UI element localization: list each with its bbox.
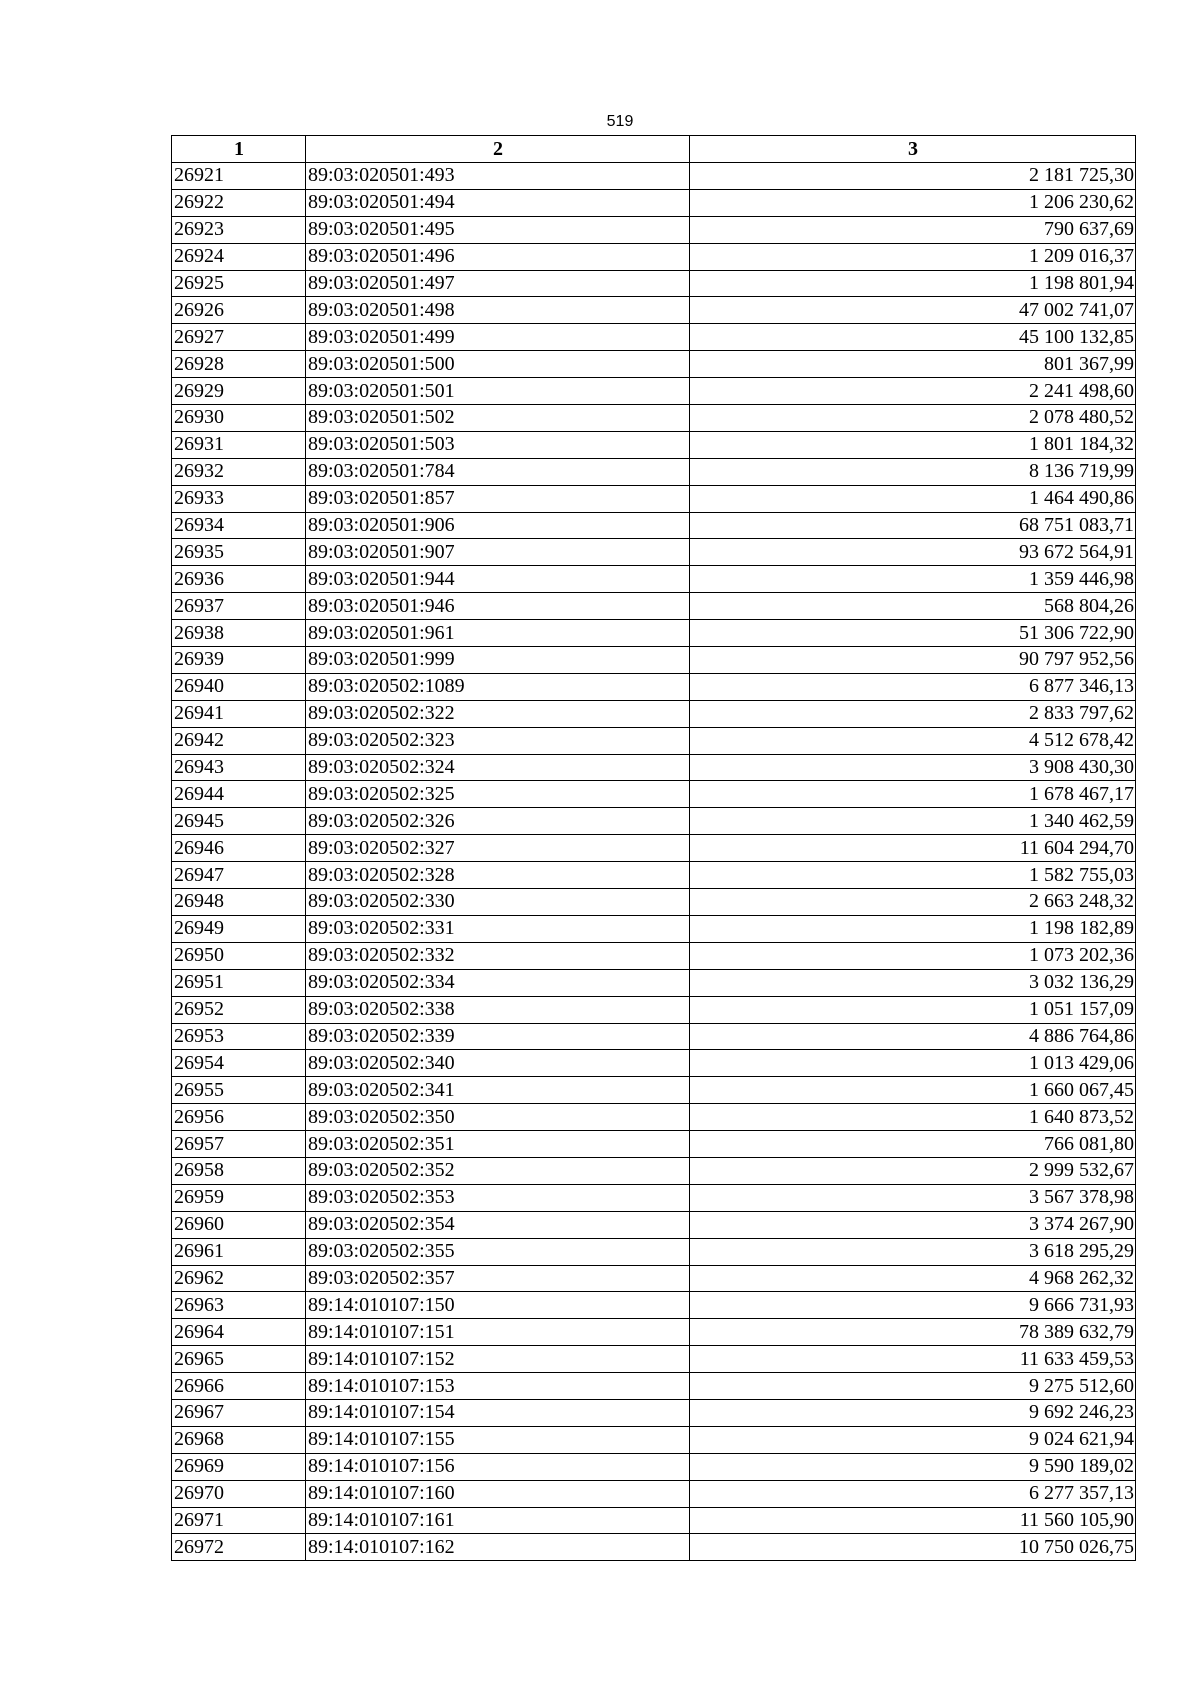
cadastral-value-cell: 1 013 429,06 [690,1050,1136,1077]
cadastral-value-cell: 3 032 136,29 [690,969,1136,996]
cadastral-number-cell: 89:14:010107:160 [306,1480,690,1507]
cadastral-value-cell: 78 389 632,79 [690,1319,1136,1346]
row-number-cell: 26924 [172,243,306,270]
cadastral-number-cell: 89:14:010107:154 [306,1399,690,1426]
row-number-cell: 26958 [172,1157,306,1184]
cadastral-number-cell: 89:14:010107:156 [306,1453,690,1480]
row-number-cell: 26969 [172,1453,306,1480]
cadastral-value-cell: 1 640 873,52 [690,1104,1136,1131]
cadastral-number-cell: 89:03:020502:332 [306,942,690,969]
row-number-cell: 26927 [172,324,306,351]
table-row [172,512,1136,539]
table-row [172,1346,1136,1373]
row-number-cell: 26925 [172,270,306,297]
column-header-2: 2 [306,136,690,163]
row-number-cell: 26932 [172,458,306,485]
row-number-cell: 26938 [172,620,306,647]
cadastral-number-cell: 89:14:010107:150 [306,1292,690,1319]
row-number-cell: 26946 [172,835,306,862]
cadastral-value-cell: 1 206 230,62 [690,189,1136,216]
cadastral-value-cell: 1 464 490,86 [690,485,1136,512]
row-number-cell: 26921 [172,163,306,190]
table-row [172,700,1136,727]
cadastral-value-cell: 9 666 731,93 [690,1292,1136,1319]
row-number-cell: 26947 [172,862,306,889]
table-row [172,1023,1136,1050]
table-row [172,1507,1136,1534]
cadastral-value-cell: 9 692 246,23 [690,1399,1136,1426]
cadastral-number-cell: 89:03:020501:503 [306,431,690,458]
cadastral-number-cell: 89:03:020501:501 [306,378,690,405]
table-row [172,1077,1136,1104]
row-number-cell: 26959 [172,1184,306,1211]
table-row [172,351,1136,378]
cadastral-value-cell: 766 081,80 [690,1131,1136,1158]
row-number-cell: 26955 [172,1077,306,1104]
row-number-cell: 26948 [172,889,306,916]
cadastral-value-cell: 3 908 430,30 [690,754,1136,781]
table-row [172,808,1136,835]
row-number-cell: 26967 [172,1399,306,1426]
row-number-cell: 26942 [172,727,306,754]
cadastral-value-cell: 3 567 378,98 [690,1184,1136,1211]
cadastral-value-cell: 1 359 446,98 [690,566,1136,593]
row-number-cell: 26945 [172,808,306,835]
table-row [172,781,1136,808]
cadastral-value-cell: 3 374 267,90 [690,1211,1136,1238]
table-row [172,485,1136,512]
cadastral-value-cell: 51 306 722,90 [690,620,1136,647]
row-number-cell: 26963 [172,1292,306,1319]
cadastral-value-cell: 1 340 462,59 [690,808,1136,835]
row-number-cell: 26930 [172,405,306,432]
cadastral-value-cell: 1 678 467,17 [690,781,1136,808]
cadastral-value-cell: 2 078 480,52 [690,405,1136,432]
row-number-cell: 26935 [172,539,306,566]
cadastral-number-cell: 89:03:020502:326 [306,808,690,835]
cadastral-number-cell: 89:14:010107:153 [306,1373,690,1400]
cadastral-number-cell: 89:03:020502:338 [306,996,690,1023]
cadastral-number-cell: 89:03:020502:330 [306,889,690,916]
cadastral-value-cell: 790 637,69 [690,216,1136,243]
cadastral-value-cell: 2 663 248,32 [690,889,1136,916]
cadastral-number-cell: 89:03:020501:498 [306,297,690,324]
cadastral-number-cell: 89:03:020502:322 [306,700,690,727]
row-number-cell: 26923 [172,216,306,243]
table-row [172,673,1136,700]
cadastral-value-cell: 3 618 295,29 [690,1238,1136,1265]
table-row [172,1238,1136,1265]
cadastral-number-cell: 89:03:020501:946 [306,593,690,620]
row-number-cell: 26952 [172,996,306,1023]
row-number-cell: 26937 [172,593,306,620]
cadastral-number-cell: 89:14:010107:155 [306,1426,690,1453]
cadastral-number-cell: 89:03:020501:999 [306,647,690,674]
cadastral-number-cell: 89:03:020502:324 [306,754,690,781]
cadastral-value-cell: 4 886 764,86 [690,1023,1136,1050]
table-row [172,862,1136,889]
cadastral-number-cell: 89:03:020502:340 [306,1050,690,1077]
cadastral-value-cell: 9 024 621,94 [690,1426,1136,1453]
cadastral-number-cell: 89:14:010107:152 [306,1346,690,1373]
table-row [172,1184,1136,1211]
cadastral-value-cell: 1 660 067,45 [690,1077,1136,1104]
row-number-cell: 26966 [172,1373,306,1400]
row-number-cell: 26964 [172,1319,306,1346]
cadastral-number-cell: 89:03:020501:495 [306,216,690,243]
row-number-cell: 26953 [172,1023,306,1050]
cadastral-value-cell: 47 002 741,07 [690,297,1136,324]
table-row [172,647,1136,674]
row-number-cell: 26922 [172,189,306,216]
table-row [172,189,1136,216]
row-number-cell: 26929 [172,378,306,405]
table-row [172,1480,1136,1507]
table-row [172,1104,1136,1131]
cadastral-number-cell: 89:03:020502:331 [306,915,690,942]
table-body [172,163,1136,1561]
row-number-cell: 26936 [172,566,306,593]
cadastral-number-cell: 89:03:020502:353 [306,1184,690,1211]
column-header-3: 3 [690,136,1136,163]
table-row [172,620,1136,647]
row-number-cell: 26951 [172,969,306,996]
cadastral-value-cell: 11 560 105,90 [690,1507,1136,1534]
cadastral-number-cell: 89:03:020502:350 [306,1104,690,1131]
row-number-cell: 26954 [172,1050,306,1077]
table-row [172,1211,1136,1238]
cadastral-number-cell: 89:03:020501:502 [306,405,690,432]
page-number: 519 [606,113,634,130]
row-number-cell: 26933 [172,485,306,512]
row-number-cell: 26965 [172,1346,306,1373]
cadastral-value-cell: 6 277 357,13 [690,1480,1136,1507]
cadastral-value-cell: 9 590 189,02 [690,1453,1136,1480]
cadastral-value-cell: 1 209 016,37 [690,243,1136,270]
cadastral-value-cell: 568 804,26 [690,593,1136,620]
row-number-cell: 26950 [172,942,306,969]
row-number-cell: 26968 [172,1426,306,1453]
header-row [172,136,1136,163]
cadastral-value-cell: 8 136 719,99 [690,458,1136,485]
table-row [172,942,1136,969]
cadastral-number-cell: 89:03:020502:339 [306,1023,690,1050]
cadastral-value-cell: 2 181 725,30 [690,163,1136,190]
table-row [172,969,1136,996]
table-row [172,539,1136,566]
row-number-cell: 26943 [172,754,306,781]
table-row [172,243,1136,270]
cadastral-number-cell: 89:03:020501:907 [306,539,690,566]
cadastral-number-cell: 89:03:020501:784 [306,458,690,485]
row-number-cell: 26931 [172,431,306,458]
cadastral-number-cell: 89:03:020501:500 [306,351,690,378]
table-row [172,1373,1136,1400]
cadastral-value-cell: 2 241 498,60 [690,378,1136,405]
cadastral-number-cell: 89:03:020502:354 [306,1211,690,1238]
table-row [172,378,1136,405]
table-row [172,1534,1136,1561]
cadastral-value-table [171,135,1136,1561]
column-header-1: 1 [172,136,306,163]
row-number-cell: 26949 [172,915,306,942]
table-row [172,270,1136,297]
table-row [172,324,1136,351]
cadastral-value-cell: 2 833 797,62 [690,700,1136,727]
table-row [172,915,1136,942]
table-row [172,431,1136,458]
cadastral-number-cell: 89:03:020502:325 [306,781,690,808]
table-row [172,297,1136,324]
cadastral-number-cell: 89:03:020502:328 [306,862,690,889]
cadastral-value-cell: 4 512 678,42 [690,727,1136,754]
table-row [172,216,1136,243]
table-row [172,1265,1136,1292]
cadastral-number-cell: 89:14:010107:162 [306,1534,690,1561]
cadastral-value-cell: 93 672 564,91 [690,539,1136,566]
cadastral-number-cell: 89:03:020501:944 [306,566,690,593]
cadastral-value-cell: 11 604 294,70 [690,835,1136,862]
cadastral-value-cell: 2 999 532,67 [690,1157,1136,1184]
table-row [172,566,1136,593]
table-row [172,996,1136,1023]
cadastral-value-cell: 10 750 026,75 [690,1534,1136,1561]
cadastral-number-cell: 89:03:020501:493 [306,163,690,190]
cadastral-value-cell: 1 582 755,03 [690,862,1136,889]
row-number-cell: 26928 [172,351,306,378]
cadastral-number-cell: 89:03:020502:323 [306,727,690,754]
table-row [172,458,1136,485]
row-number-cell: 26926 [172,297,306,324]
table-row [172,163,1136,190]
table-row [172,889,1136,916]
table-row [172,754,1136,781]
cadastral-value-cell: 90 797 952,56 [690,647,1136,674]
cadastral-number-cell: 89:03:020502:352 [306,1157,690,1184]
table-row [172,1426,1136,1453]
row-number-cell: 26939 [172,647,306,674]
cadastral-value-cell: 45 100 132,85 [690,324,1136,351]
cadastral-number-cell: 89:03:020501:499 [306,324,690,351]
cadastral-number-cell: 89:03:020501:494 [306,189,690,216]
table-row [172,835,1136,862]
row-number-cell: 26934 [172,512,306,539]
table-row [172,1453,1136,1480]
row-number-cell: 26970 [172,1480,306,1507]
row-number-cell: 26962 [172,1265,306,1292]
table-row [172,1050,1136,1077]
cadastral-number-cell: 89:03:020501:857 [306,485,690,512]
cadastral-number-cell: 89:03:020502:1089 [306,673,690,700]
cadastral-number-cell: 89:03:020501:906 [306,512,690,539]
row-number-cell: 26944 [172,781,306,808]
table-row [172,593,1136,620]
cadastral-value-cell: 1 073 202,36 [690,942,1136,969]
cadastral-value-cell: 1 198 801,94 [690,270,1136,297]
cadastral-value-cell: 4 968 262,32 [690,1265,1136,1292]
row-number-cell: 26957 [172,1131,306,1158]
cadastral-value-cell: 11 633 459,53 [690,1346,1136,1373]
table-header [172,136,1136,163]
cadastral-number-cell: 89:03:020502:341 [306,1077,690,1104]
table-row [172,1157,1136,1184]
row-number-cell: 26941 [172,700,306,727]
table-row [172,1399,1136,1426]
cadastral-value-cell: 1 051 157,09 [690,996,1136,1023]
cadastral-value-cell: 9 275 512,60 [690,1373,1136,1400]
table-row [172,727,1136,754]
cadastral-value-cell: 1 198 182,89 [690,915,1136,942]
cadastral-value-cell: 68 751 083,71 [690,512,1136,539]
table-row [172,1131,1136,1158]
row-number-cell: 26961 [172,1238,306,1265]
row-number-cell: 26940 [172,673,306,700]
cadastral-number-cell: 89:03:020501:961 [306,620,690,647]
row-number-cell: 26971 [172,1507,306,1534]
cadastral-value-cell: 1 801 184,32 [690,431,1136,458]
cadastral-number-cell: 89:03:020502:357 [306,1265,690,1292]
cadastral-number-cell: 89:03:020502:355 [306,1238,690,1265]
row-number-cell: 26956 [172,1104,306,1131]
cadastral-number-cell: 89:03:020501:496 [306,243,690,270]
cadastral-number-cell: 89:03:020501:497 [306,270,690,297]
cadastral-number-cell: 89:03:020502:334 [306,969,690,996]
table-row [172,1292,1136,1319]
cadastral-number-cell: 89:14:010107:161 [306,1507,690,1534]
cadastral-number-cell: 89:14:010107:151 [306,1319,690,1346]
row-number-cell: 26960 [172,1211,306,1238]
table-row [172,405,1136,432]
cadastral-value-cell: 801 367,99 [690,351,1136,378]
row-number-cell: 26972 [172,1534,306,1561]
cadastral-number-cell: 89:03:020502:327 [306,835,690,862]
cadastral-value-cell: 6 877 346,13 [690,673,1136,700]
table-row [172,1319,1136,1346]
cadastral-number-cell: 89:03:020502:351 [306,1131,690,1158]
